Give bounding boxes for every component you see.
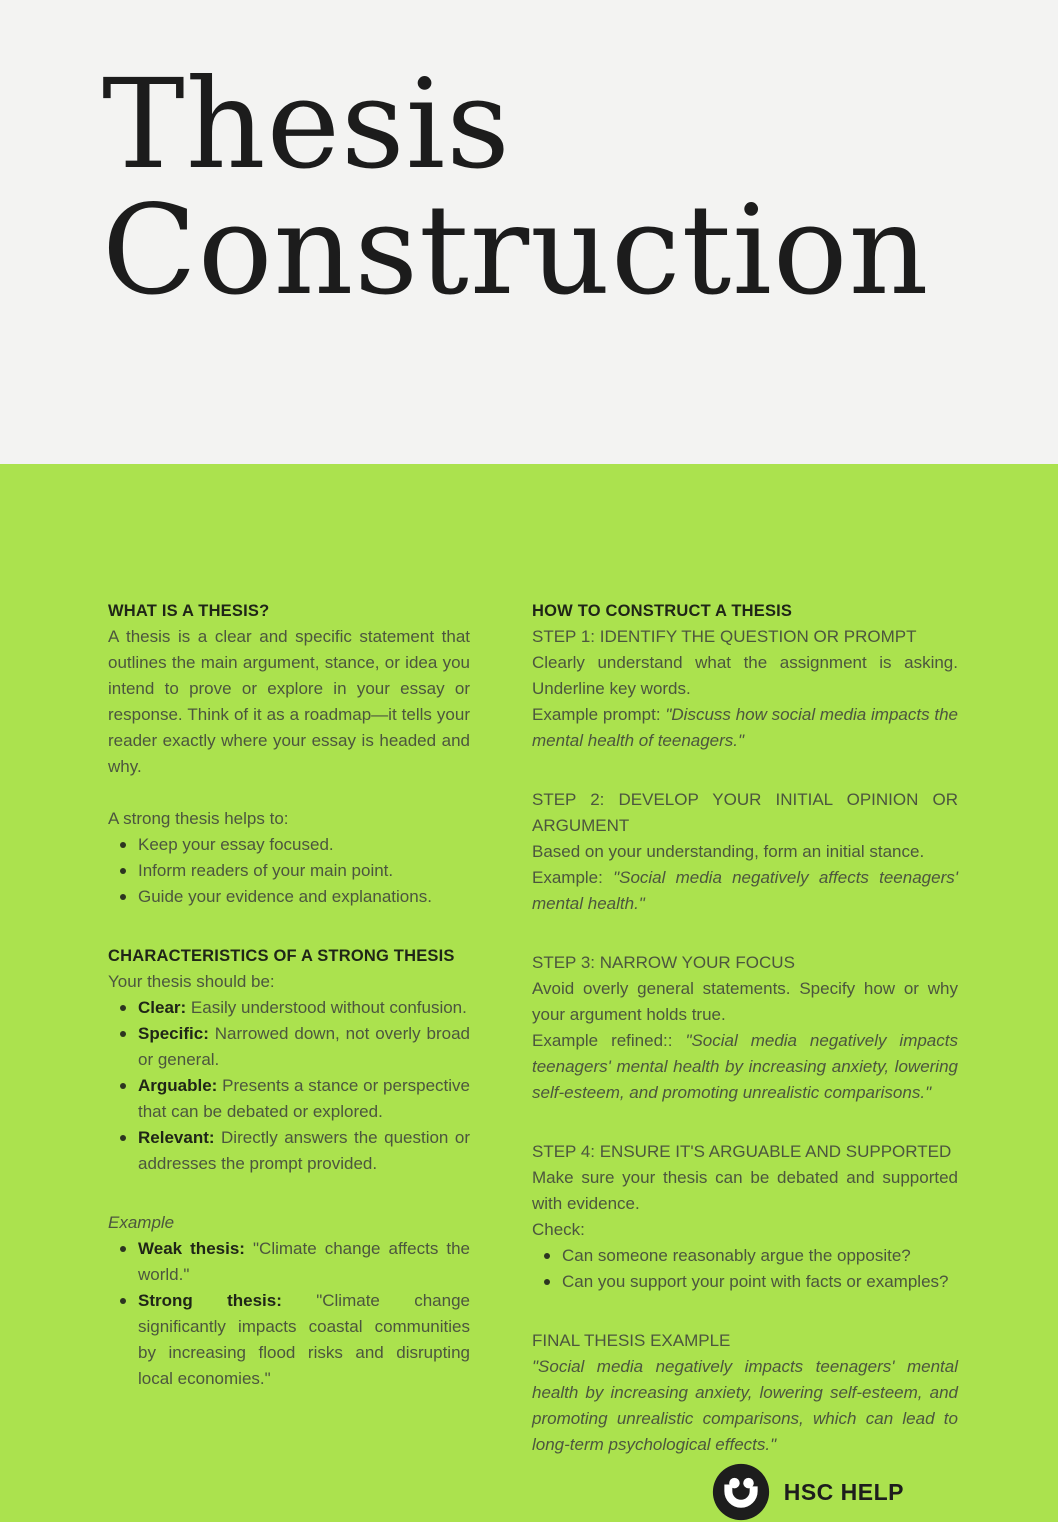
example-list xyxy=(108,1236,470,1392)
section-characteristics xyxy=(108,943,470,1177)
step-title: STEP 2: DEVELOP YOUR INITIAL OPINION OR ARGUMENT xyxy=(532,790,958,835)
list-item: Specific: Narrowed down, not overly broad or general. xyxy=(108,1021,470,1073)
section-what-is-a-thesis xyxy=(108,598,470,910)
list-item: Can someone reasonably argue the opposite? xyxy=(532,1243,958,1269)
step-example: Example prompt: "Discuss how social media impacts the mental health of teenagers." xyxy=(532,705,958,750)
step-title: STEP 4: ENSURE IT'S ARGUABLE AND SUPPORTED xyxy=(532,1142,952,1161)
brand-name: HSC HELP xyxy=(783,1479,904,1505)
step-example: Example refined:: "Social media negatively impacts teenagers' mental health by increasing anxiety, lowering self-esteem, and promoting unrealistic comparisons." xyxy=(532,1031,958,1102)
example-heading: Example xyxy=(108,1213,175,1232)
list-intro: Your thesis should be: xyxy=(108,972,275,991)
list-item: Can you support your point with facts or examples? xyxy=(532,1269,958,1295)
step-body: Based on your understanding, form an initial stance. xyxy=(532,842,925,861)
step-body: Avoid overly general statements. Specify how or why your argument holds true. xyxy=(532,979,958,1024)
content-area xyxy=(0,464,1058,1522)
brand-footer xyxy=(532,1462,958,1522)
left-column xyxy=(108,598,470,1522)
check-list xyxy=(532,1243,958,1295)
list-item: Clear: Easily understood without confusion. xyxy=(108,995,470,1021)
page-title-line1: Thesis xyxy=(102,53,511,197)
page-title-line2: Construction xyxy=(102,179,930,324)
final-thesis-example xyxy=(532,1328,958,1458)
list-item: Arguable: Presents a stance or perspective that can be debated or explored. xyxy=(108,1073,470,1125)
section-heading: HOW TO CONSTRUCT A THESIS xyxy=(532,602,793,620)
list-item: Keep your essay focused. xyxy=(108,832,470,858)
section-paragraph: A thesis is a clear and specific statement that outlines the main argument, stance, or idea you intend to prove or explore in your essay or response. Think of it as a roadmap—it tells your reader exactly where your essay is headed and why. xyxy=(108,627,470,776)
step-body: Make sure your thesis can be debated and supported with evidence. xyxy=(532,1168,958,1213)
step-4 xyxy=(532,1139,958,1295)
step-3 xyxy=(532,950,958,1106)
section-example xyxy=(108,1210,470,1392)
final-quote: "Social media negatively impacts teenagers' mental health by increasing anxiety, lowering self-esteem, and promoting unrealistic comparisons, which can lead to long-term psychological effects." xyxy=(532,1357,958,1454)
list-item: Relevant: Directly answers the question or addresses the prompt provided. xyxy=(108,1125,470,1177)
header-section xyxy=(0,0,1058,464)
list-item: Inform readers of your main point. xyxy=(108,858,470,884)
characteristics-list xyxy=(108,995,470,1177)
right-column xyxy=(532,598,958,1522)
list-item: Strong thesis: "Climate change significantly impacts coastal communities by increasing flood risks and disrupting local economies." xyxy=(108,1288,470,1392)
step-title: STEP 1: IDENTIFY THE QUESTION OR PROMPT xyxy=(532,627,917,646)
step-body: Clearly understand what the assignment is asking. Underline key words. xyxy=(532,653,958,698)
step-title: STEP 3: NARROW YOUR FOCUS xyxy=(532,953,795,972)
smiley-face-icon xyxy=(711,1462,771,1522)
page-title xyxy=(102,53,1058,324)
final-title: FINAL THESIS EXAMPLE xyxy=(532,1331,731,1350)
step-2 xyxy=(532,787,958,917)
list-intro: A strong thesis helps to: xyxy=(108,809,289,828)
list-item: Guide your evidence and explanations. xyxy=(108,884,470,910)
step-1 xyxy=(532,624,958,754)
list-item: Weak thesis: "Climate change affects the world." xyxy=(108,1236,470,1288)
step-example: Example: "Social media negatively affects teenagers' mental health." xyxy=(532,868,958,913)
section-heading: WHAT IS A THESIS? xyxy=(108,602,270,620)
benefits-list xyxy=(108,832,470,910)
check-label: Check: xyxy=(532,1220,585,1239)
section-heading: CHARACTERISTICS OF A STRONG THESIS xyxy=(108,947,455,965)
